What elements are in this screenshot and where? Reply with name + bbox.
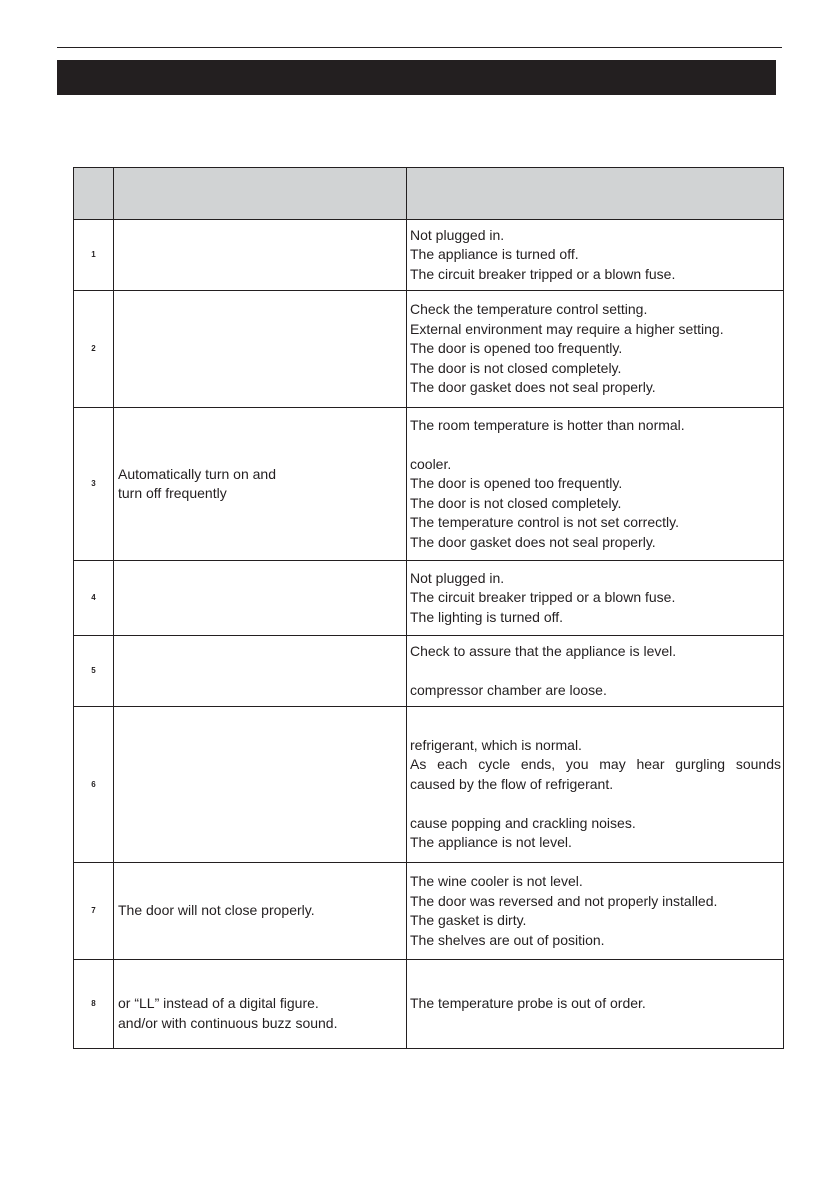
problem-cell xyxy=(114,863,407,960)
row-number: 5 xyxy=(74,636,114,707)
row-number: 6 xyxy=(74,707,114,863)
cause-line: As each cycle ends, you may hear gurgling sounds xyxy=(410,756,781,773)
cause-line: The door gasket does not seal properly. xyxy=(410,379,656,396)
problem-line: and/or with continuous buzz sound. xyxy=(118,1014,338,1031)
cause-line: The circuit breaker tripped or a blown fuse. xyxy=(410,265,676,282)
row-number: 4 xyxy=(74,561,114,636)
cause-line: cause popping and crackling noises. xyxy=(410,814,636,831)
cause-line: caused by the flow of refrigerant. xyxy=(410,775,614,792)
cause-line: The temperature probe is out of order. xyxy=(410,995,646,1012)
cause-line: The room temperature is hotter than normal. xyxy=(410,416,685,433)
cause-line xyxy=(410,716,781,736)
table-row xyxy=(74,636,784,707)
row-number: 8 xyxy=(74,960,114,1049)
table-row xyxy=(74,960,784,1049)
cause-line: The appliance is not level. xyxy=(410,834,572,851)
table-row xyxy=(74,863,784,960)
cause-line: Not plugged in. xyxy=(410,569,505,586)
problem-cell xyxy=(114,636,407,707)
cause-line xyxy=(410,435,781,455)
table-body xyxy=(74,220,784,1049)
problem-cell xyxy=(114,707,407,863)
problem-cell xyxy=(114,561,407,636)
cause-line: The gasket is dirty. xyxy=(410,912,527,928)
table-row xyxy=(74,561,784,636)
table-row xyxy=(74,220,784,291)
troubleshooting-table xyxy=(73,167,784,1049)
header-problem-cell xyxy=(114,168,407,220)
table-header-row xyxy=(74,168,784,220)
table-row xyxy=(74,291,784,408)
cause-line: The door was reversed and not properly installed. xyxy=(410,892,718,909)
problem-cell xyxy=(114,291,407,408)
cause-cell xyxy=(407,561,784,636)
problem-line: The door will not close properly. xyxy=(118,902,315,919)
header-number-cell xyxy=(74,168,114,220)
cause-line: Not plugged in. xyxy=(410,226,505,243)
cause-cell xyxy=(407,220,784,291)
row-number: 2 xyxy=(74,291,114,408)
row-number: 7 xyxy=(74,863,114,960)
cause-line: Check to assure that the appliance is level. xyxy=(410,642,677,659)
cause-cell xyxy=(407,707,784,863)
table-row xyxy=(74,408,784,561)
row-number: 3 xyxy=(74,408,114,561)
cause-line: The shelves are out of position. xyxy=(410,931,605,948)
cause-line xyxy=(410,794,781,814)
problem-line xyxy=(118,975,406,995)
cause-line: The wine cooler is not level. xyxy=(410,873,583,889)
problem-cell xyxy=(114,220,407,291)
problem-line: turn off frequently xyxy=(118,485,227,501)
cause-line: The circuit breaker tripped or a blown fuse. xyxy=(410,589,676,606)
cause-line: The door gasket does not seal properly. xyxy=(410,533,656,550)
cause-line: The door is not closed completely. xyxy=(410,494,622,511)
cause-line: compressor chamber are loose. xyxy=(410,681,607,698)
table-row xyxy=(74,707,784,863)
top-rule xyxy=(57,47,782,48)
cause-line xyxy=(410,661,781,681)
cause-line: The door is opened too frequently. xyxy=(410,340,623,357)
section-banner xyxy=(57,60,776,95)
cause-cell xyxy=(407,636,784,707)
cause-line: refrigerant, which is normal. xyxy=(410,736,582,753)
cause-line: Check the temperature control setting. xyxy=(410,301,648,318)
cause-cell xyxy=(407,291,784,408)
problem-cell xyxy=(114,408,407,561)
problem-line: or “LL” instead of a digital figure. xyxy=(118,995,319,1012)
cause-line: cooler. xyxy=(410,455,452,472)
cause-line: The door is not closed completely. xyxy=(410,359,622,376)
cause-line: The temperature control is not set correctly. xyxy=(410,514,679,531)
cause-line: The lighting is turned off. xyxy=(410,608,564,625)
cause-cell xyxy=(407,863,784,960)
header-cause-cell xyxy=(407,168,784,220)
problem-cell xyxy=(114,960,407,1049)
cause-line: The door is opened too frequently. xyxy=(410,475,623,492)
cause-line: External environment may require a higher setting. xyxy=(410,320,724,337)
row-number: 1 xyxy=(74,220,114,291)
cause-line: The appliance is turned off. xyxy=(410,246,579,263)
cause-cell xyxy=(407,960,784,1049)
cause-cell xyxy=(407,408,784,561)
problem-line: Automatically turn on and xyxy=(118,465,276,482)
